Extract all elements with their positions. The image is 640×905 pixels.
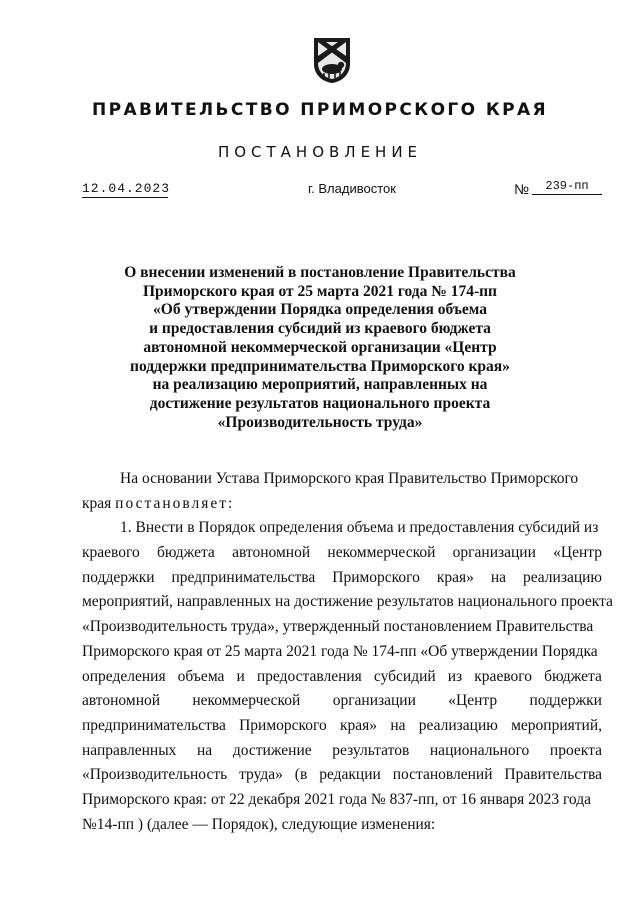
body-word: на xyxy=(490,568,507,586)
body-word: поддержки xyxy=(529,692,602,710)
heading-line: автономной некоммерческой организации «Центр xyxy=(143,338,497,356)
body-word: некоммерческой xyxy=(327,544,436,562)
number-sign: № xyxy=(514,181,530,197)
body-word: проекта xyxy=(549,741,602,759)
body-word: реализацию xyxy=(522,568,602,586)
body-line: На основании Устава Приморского края Правительство Приморского xyxy=(120,470,579,487)
heading-line: на реализацию мероприятий, направленных на xyxy=(152,376,488,394)
body-line xyxy=(82,714,602,739)
heading-line: О внесении изменений в постановление Правительства xyxy=(124,264,516,281)
document-type: ПОСТАНОВЛЕНИЕ xyxy=(217,143,423,161)
heading-line: достижение результатов национального проекта xyxy=(149,394,491,412)
document-heading xyxy=(60,264,580,432)
body-word: Приморского xyxy=(239,716,327,734)
body-word: бюджета xyxy=(544,667,602,685)
body-line xyxy=(82,665,602,690)
body-word: краевого xyxy=(82,544,140,562)
heading-line: «Об утверждении Порядка определения объема xyxy=(153,301,487,319)
body-word: края xyxy=(82,494,112,512)
body-word: результатов xyxy=(332,741,410,759)
document-body xyxy=(82,467,613,837)
body-line: мероприятий, направленных на достижение результатов национального проекта xyxy=(82,593,613,611)
body-line: №14-пп ) (далее — Порядок), следующие изменения: xyxy=(82,815,436,833)
body-word: Приморского xyxy=(332,568,420,586)
body-word: края» xyxy=(436,568,474,586)
body-line xyxy=(82,541,602,566)
body-word: мероприятий, xyxy=(511,716,602,734)
body-line xyxy=(82,739,602,764)
body-word: предпринимательства xyxy=(171,568,316,586)
body-line xyxy=(82,492,602,517)
body-word: краевого xyxy=(474,667,533,685)
body-word: поддержки xyxy=(82,568,155,586)
body-word: автономной xyxy=(82,692,161,710)
body-word: бюджета xyxy=(157,544,215,562)
heading-line: и предоставления субсидий из краевого бюджета xyxy=(149,320,491,338)
body-word: постановлений xyxy=(392,766,493,784)
body-word: Правительства xyxy=(504,766,602,784)
body-word: труда» xyxy=(239,766,283,784)
body-line xyxy=(82,566,602,591)
body-word: редакции xyxy=(319,766,381,784)
government-title: ПРАВИТЕЛЬСТВО ПРИМОРСКОГО КРАЯ xyxy=(91,100,549,120)
body-line: «Производительность труда», утвержденный постановлением Правительства xyxy=(82,618,594,636)
body-word: (в xyxy=(294,766,308,784)
body-word: на xyxy=(390,716,406,734)
body-word: направленных xyxy=(82,741,177,759)
body-word: организации xyxy=(452,544,536,562)
body-word: субсидий xyxy=(373,667,436,685)
body-word: «Центр xyxy=(448,692,498,710)
body-word: «Центр xyxy=(553,544,602,562)
body-word: объема xyxy=(177,667,225,685)
coat-of-arms-icon xyxy=(312,36,352,84)
document-number: 239-пп xyxy=(532,179,602,195)
body-line xyxy=(82,763,602,788)
body-word: национального xyxy=(429,741,530,759)
heading-line: Приморского края от 25 марта 2021 года № 174-пп xyxy=(142,282,497,300)
body-line: Приморского края от 25 марта 2021 года № 174-пп «Об утверждении Порядка xyxy=(82,642,598,660)
body-word: и xyxy=(236,667,245,685)
resolves-word: постановляет: xyxy=(115,494,235,512)
body-word: из xyxy=(447,667,463,685)
body-word: реализацию xyxy=(418,716,498,734)
body-word: организации xyxy=(332,692,416,710)
body-word: определения xyxy=(82,667,166,685)
document-date: 12.04.2023 xyxy=(82,181,171,196)
body-word: предоставления xyxy=(256,667,362,685)
body-word: автономной xyxy=(232,544,311,562)
body-line xyxy=(82,689,602,714)
body-line: 1. Внести в Порядок определения объема и предоставления субсидий из xyxy=(120,519,599,537)
heading-line: «Производительность труда» xyxy=(217,413,423,431)
document-city: г. Владивосток xyxy=(308,181,396,196)
heading-line: поддержки предпринимательства Приморского края» xyxy=(130,357,510,375)
body-word: достижение xyxy=(232,741,312,759)
body-line: Приморского края: от 22 декабря 2021 года № 837-пп, от 16 января 2023 года xyxy=(82,790,592,808)
body-word: предпринимательства xyxy=(82,716,226,734)
body-word: края» xyxy=(340,716,378,734)
body-word: «Производительность xyxy=(82,766,228,784)
body-word: на xyxy=(197,741,213,759)
body-word: некоммерческой xyxy=(192,692,301,710)
